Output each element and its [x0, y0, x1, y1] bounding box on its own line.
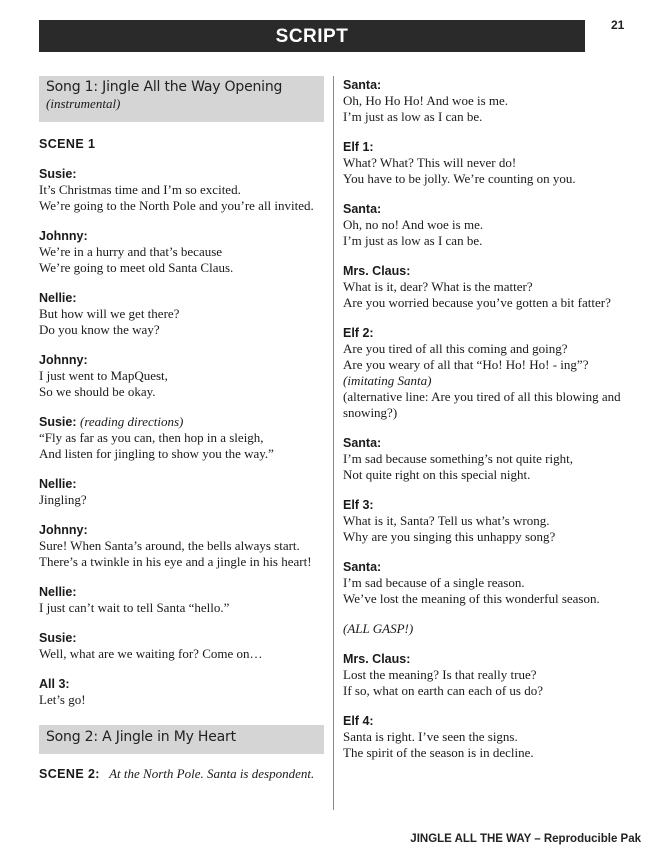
speaker-name [343, 77, 633, 93]
column-divider [333, 76, 334, 810]
song-1-title: Song 1: Jingle All the Way Opening [46, 79, 283, 95]
dialogue-line: So we should be okay. [39, 384, 156, 399]
speaker-label: Santa: [343, 78, 382, 92]
dialogue-line: We’re going to the North Pole and you’re all invited. [39, 198, 314, 213]
speaker-name [39, 414, 329, 430]
scene-2-heading [39, 766, 329, 782]
dialogue-line: I’m sad because something’s not quite right, [343, 451, 573, 466]
speaker-label: Nellie: [39, 585, 77, 599]
dialogue-block [39, 676, 329, 708]
song-1-subtitle: (instrumental) [46, 96, 121, 111]
stage-direction: (reading directions) [80, 414, 184, 429]
speaker-label: Nellie: [39, 477, 77, 491]
speaker-name [343, 263, 633, 279]
speaker-name [343, 497, 633, 513]
dialogue-line: The spirit of the season is in decline. [343, 745, 534, 760]
dialogue-block [39, 352, 329, 400]
scene-2-description: At the North Pole. Santa is despondent. [109, 766, 315, 781]
dialogue-block [343, 435, 633, 483]
dialogue-line: If so, what on earth can each of us do? [343, 683, 543, 698]
speaker-name [39, 228, 329, 244]
speaker-label: Elf 2: [343, 326, 374, 340]
speaker-name [39, 522, 329, 538]
dialogue-line: snowing?) [343, 405, 398, 420]
page-number: 21 [611, 18, 625, 32]
speaker-label: Johnny: [39, 353, 88, 367]
dialogue-block [343, 201, 633, 249]
speaker-name [39, 584, 329, 600]
speaker-name [343, 713, 633, 729]
dialogue-block [343, 559, 633, 607]
dialogue-block [39, 414, 329, 462]
speaker-label: Santa: [343, 560, 382, 574]
speaker-name [343, 139, 633, 155]
dialogue-block [39, 522, 329, 570]
left-column [39, 76, 329, 782]
dialogue-block [343, 263, 633, 311]
dialogue-block [39, 166, 329, 214]
speaker-name [343, 435, 633, 451]
dialogue-line: Well, what are we waiting for? Come on… [39, 646, 263, 661]
dialogue-line: Are you tired of all this coming and going? [343, 341, 568, 356]
dialogue-block [39, 584, 329, 616]
dialogue-line: Santa is right. I’ve seen the signs. [343, 729, 518, 744]
left-dialogue [39, 166, 329, 708]
dialogue-line: Why are you singing this unhappy song? [343, 529, 556, 544]
dialogue-line: I just went to MapQuest, [39, 368, 168, 383]
dialogue-line: And listen for jingling to show you the way.” [39, 446, 274, 461]
dialogue-line: Do you know the way? [39, 322, 160, 337]
dialogue-line: Are you weary of all that “Ho! Ho! Ho! - ing”? [343, 357, 589, 372]
dialogue-line: I’m just as low as I can be. [343, 233, 483, 248]
stage-direction: (ALL GASP!) [343, 621, 414, 636]
speaker-name [39, 476, 329, 492]
dialogue-line: Let’s go! [39, 692, 86, 707]
dialogue-line: You have to be jolly. We’re counting on you. [343, 171, 576, 186]
page-title: SCRIPT [39, 20, 585, 52]
dialogue-line: There’s a twinkle in his eye and a jingle in his heart! [39, 554, 312, 569]
dialogue-line: Jingling? [39, 492, 87, 507]
dialogue-line: We’re going to meet old Santa Claus. [39, 260, 234, 275]
dialogue-line: Oh, Ho Ho Ho! And woe is me. [343, 93, 509, 108]
speaker-label: Mrs. Claus: [343, 264, 411, 278]
dialogue-block [343, 713, 633, 761]
right-dialogue [343, 77, 633, 761]
scene-1-heading: SCENE 1 [39, 137, 96, 151]
dialogue-block [39, 290, 329, 338]
speaker-label: Mrs. Claus: [343, 652, 411, 666]
dialogue-line: We’ve lost the meaning of this wonderful season. [343, 591, 600, 606]
song-1-banner [39, 76, 324, 122]
right-column [343, 77, 633, 761]
dialogue-line: I’m sad because of a single reason. [343, 575, 525, 590]
speaker-name [343, 559, 633, 575]
speaker-label: Elf 3: [343, 498, 374, 512]
speaker-label: Elf 1: [343, 140, 374, 154]
speaker-name [39, 630, 329, 646]
dialogue-line: But how will we get there? [39, 306, 180, 321]
speaker-name [343, 325, 633, 341]
dialogue-block [343, 139, 633, 187]
song-2-title: Song 2: A Jingle in My Heart [46, 729, 236, 745]
speaker-label: Johnny: [39, 523, 88, 537]
dialogue-block [39, 630, 329, 662]
dialogue-line: Are you worried because you’ve gotten a bit fatter? [343, 295, 611, 310]
dialogue-block [39, 476, 329, 508]
dialogue-line: I just can’t wait to tell Santa “hello.” [39, 600, 230, 615]
speaker-label: Johnny: [39, 229, 88, 243]
dialogue-line: Oh, no no! And woe is me. [343, 217, 484, 232]
dialogue-line: Lost the meaning? Is that really true? [343, 667, 537, 682]
dialogue-line: We’re in a hurry and that’s because [39, 244, 223, 259]
speaker-label: Susie: [39, 415, 77, 429]
dialogue-line: What? What? This will never do! [343, 155, 517, 170]
dialogue-line: “Fly as far as you can, then hop in a sleigh, [39, 430, 264, 445]
dialogue-block [343, 325, 633, 421]
dialogue-line: It’s Christmas time and I’m so excited. [39, 182, 241, 197]
speaker-label: Nellie: [39, 291, 77, 305]
dialogue-block [343, 77, 633, 125]
speaker-label: Susie: [39, 631, 77, 645]
speaker-name [343, 651, 633, 667]
speaker-label: Elf 4: [343, 714, 374, 728]
dialogue-block [343, 497, 633, 545]
speaker-name [39, 352, 329, 368]
dialogue-block [39, 228, 329, 276]
dialogue-line: What is it, dear? What is the matter? [343, 279, 533, 294]
speaker-label: Santa: [343, 436, 382, 450]
speaker-name [39, 290, 329, 306]
dialogue-line: (imitating Santa) [343, 373, 432, 388]
dialogue-line: What is it, Santa? Tell us what’s wrong. [343, 513, 550, 528]
dialogue-line: Sure! When Santa’s around, the bells always start. [39, 538, 300, 553]
speaker-name [39, 166, 329, 182]
dialogue-line: I’m just as low as I can be. [343, 109, 483, 124]
speaker-label: Santa: [343, 202, 382, 216]
dialogue-line: (alternative line: Are you tired of all this blowing and [343, 389, 621, 404]
dialogue-line: Not quite right on this special night. [343, 467, 531, 482]
footer: JINGLE ALL THE WAY – Reproducible Pak [410, 833, 641, 845]
scene-2-label: SCENE 2: [39, 767, 100, 781]
speaker-name [343, 201, 633, 217]
dialogue-block [343, 651, 633, 699]
speaker-label: Susie: [39, 167, 77, 181]
speaker-name [39, 676, 329, 692]
speaker-label: All 3: [39, 677, 70, 691]
song-2-banner [39, 725, 324, 754]
